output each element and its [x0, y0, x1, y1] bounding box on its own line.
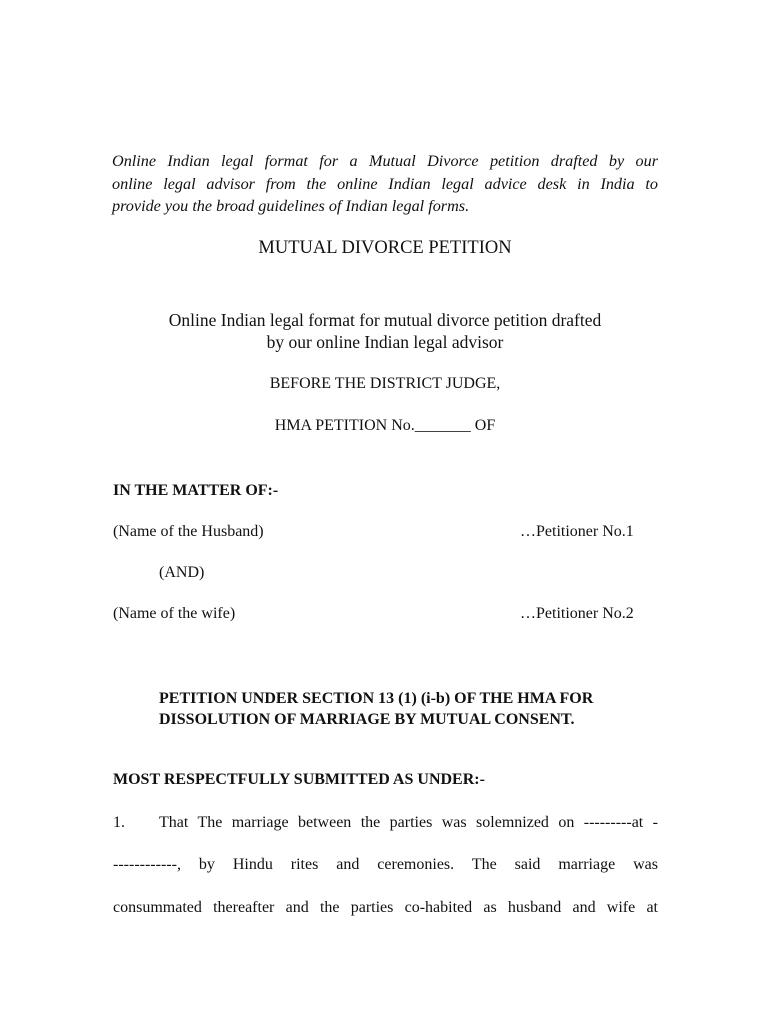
husband-name: (Name of the Husband)	[113, 523, 264, 540]
wife-name: (Name of the wife)	[113, 605, 236, 622]
paragraph-line-1: That The marriage between the parties was solemnized on ---------at -	[159, 814, 658, 831]
paragraph-number: 1.	[113, 814, 125, 831]
petition-heading	[159, 688, 659, 730]
matter-heading: IN THE MATTER OF:-	[113, 482, 279, 499]
intro-line-3: provide you the broad guidelines of Indian legal forms.	[112, 197, 470, 215]
husband-role: …Petitioner No.1	[520, 523, 634, 540]
document-title: MUTUAL DIVORCE PETITION	[258, 238, 512, 258]
paragraph-line-2: ------------, by Hindu rites and ceremonies. The said marriage was	[113, 856, 658, 873]
intro-line-2: online legal advisor from the online Indian legal advice desk in India to	[112, 174, 658, 193]
intro-line-1: Online Indian legal format for a Mutual Divorce petition drafted by our	[112, 152, 658, 170]
subtitle-line-1: Online Indian legal format for mutual divorce petition drafted	[168, 310, 602, 330]
hma-petition-number: HMA PETITION No._______ OF	[274, 417, 496, 434]
subtitle-line-2: by our online Indian legal advisor	[266, 332, 504, 352]
document-subtitle	[0, 309, 770, 353]
wife-role: …Petitioner No.2	[520, 605, 634, 622]
paragraph-line-3: consummated thereafter and the parties co-habited as husband and wife at	[113, 899, 658, 916]
court-heading: BEFORE THE DISTRICT JUDGE,	[269, 375, 501, 392]
petition-heading-line-1: PETITION UNDER SECTION 13 (1) (i-b) OF THE HMA FOR	[159, 690, 594, 707]
petition-heading-line-2: DISSOLUTION OF MARRIAGE BY MUTUAL CONSENT.	[159, 711, 575, 728]
and-separator: (AND)	[159, 564, 205, 581]
intro-paragraph	[112, 150, 658, 218]
submitted-heading: MOST RESPECTFULLY SUBMITTED AS UNDER:-	[113, 771, 485, 788]
